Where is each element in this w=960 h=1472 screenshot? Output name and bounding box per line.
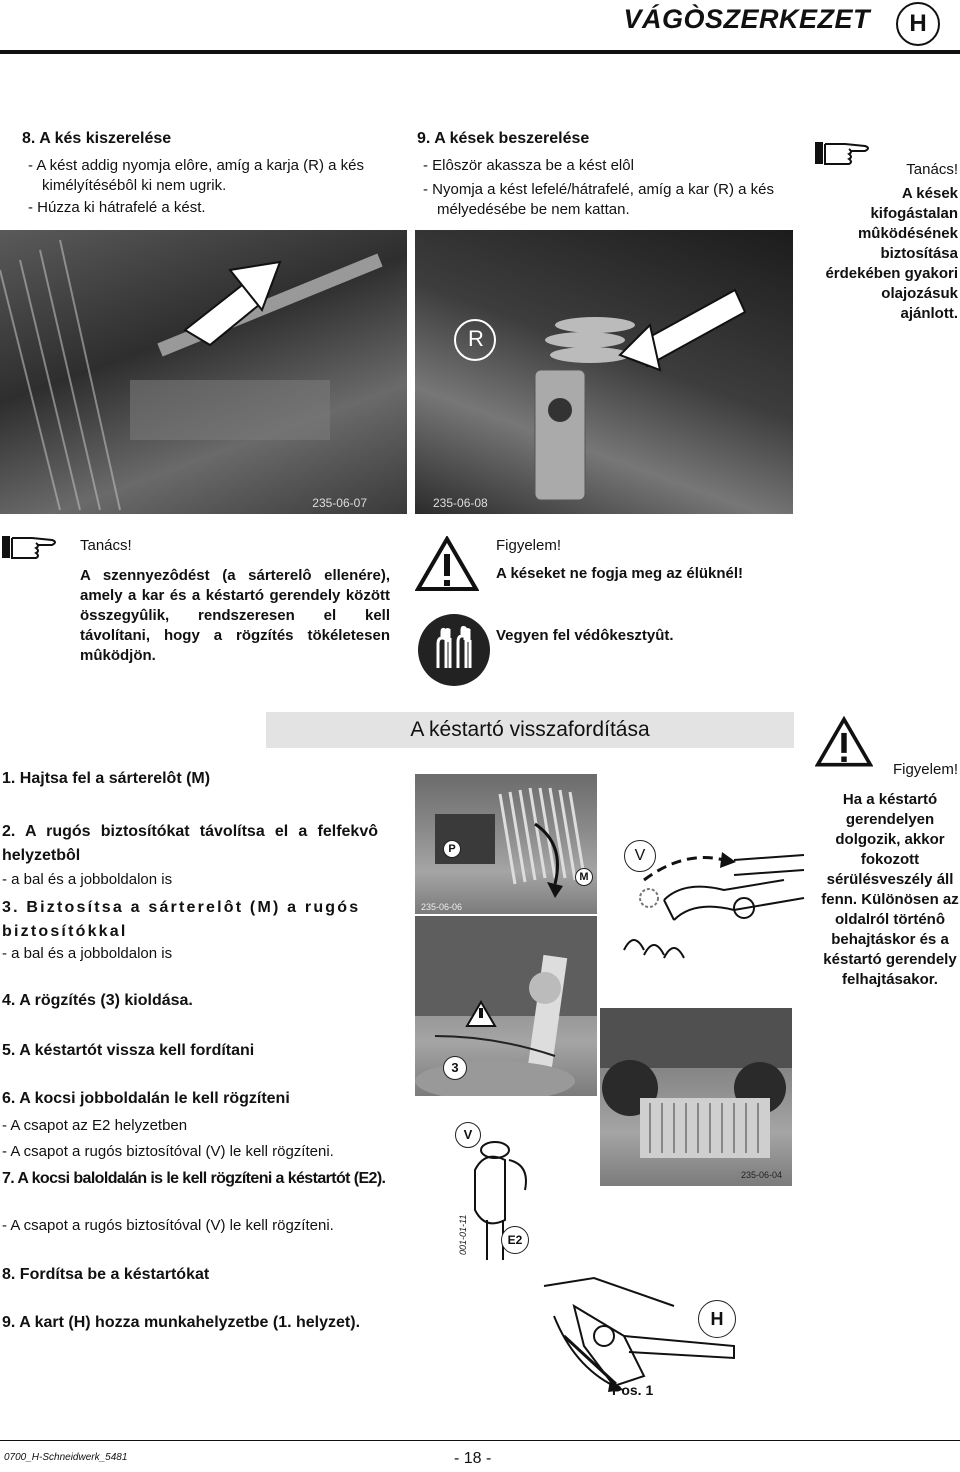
latch-release-photo <box>415 916 597 1096</box>
step-9: 9. A kart (H) hozza munkahelyzetbe (1. helyzet). <box>2 1314 361 1331</box>
warning-middle-line-2: Vegyen fel védôkesztyût. <box>496 627 674 644</box>
spring-clip-drawing <box>604 780 814 980</box>
photo-code-235-06-06: 235-06-06 <box>421 902 463 912</box>
step-6: 6. A kocsi jobboldalán le kell rögzíteni <box>2 1090 290 1107</box>
photo-code-235-06-07: 235-06-07 <box>312 496 367 510</box>
locking-pin-drawing <box>455 1110 545 1270</box>
footer-doc-id: 0700_H-Schneidwerk_5481 <box>4 1452 128 1463</box>
step-8: 8. Fordítsa be a késtartókat <box>2 1266 210 1283</box>
warning-right-title: Figyelem! <box>892 761 958 778</box>
knife-removal-photo <box>0 230 407 514</box>
step-7-sub-a: - A csapot a rugós biztosítóval (V) le kell rögzíteni. <box>2 1217 334 1234</box>
protective-gloves-icon <box>416 612 492 693</box>
knife-removal-illustration <box>0 230 407 514</box>
section-9-heading: 9. A kések beszerelése <box>417 130 590 147</box>
label-h: H <box>698 1300 736 1338</box>
step-7: 7. A kocsi baloldalán is le kell rögzíteni a késtartót (E2). <box>2 1170 386 1187</box>
drawing-code-001-01-11: 001-01-11 <box>458 1214 468 1255</box>
step-6-sub-b: - A csapot a rugós biztosítóval (V) le kell rögzíteni. <box>2 1143 334 1160</box>
warning-middle-title: Figyelem! <box>496 537 562 554</box>
deflector-illustration <box>415 774 597 914</box>
step-4: 4. A rögzítés (3) kioldása. <box>2 992 193 1009</box>
deflector-photo <box>415 774 597 914</box>
warning-middle-line-1: A késeket ne fogja meg az élüknél! <box>496 565 744 582</box>
tip-left-text: A szennyezôdést (a sárterelô ellenére), amely a kar és a késtartó gerendely között összegyûlik, rendszeresen el kell távolítani, hogy a rögzítés tökéletesen mûködjön. <box>80 567 390 664</box>
step-5: 5. A késtartót vissza kell fordítani <box>2 1042 255 1059</box>
step-3: 3. Biztosítsa a sárterelôt (M) a rugós biztosítókkal <box>2 899 361 940</box>
page-header-title: VÁGÒSZERKEZET <box>623 4 870 34</box>
photo-code-235-06-04: 235-06-04 <box>740 1170 782 1180</box>
header-rule <box>0 50 960 54</box>
step-2-sub: - a bal és a jobboldalon is <box>2 871 173 888</box>
step-3-sub: - a bal és a jobboldalon is <box>2 945 173 962</box>
step-6-sub-a: - A csapot az E2 helyzetben <box>2 1117 188 1134</box>
machine-illustration <box>600 1008 792 1186</box>
tip-left-title: Tanács! <box>80 537 132 554</box>
knife-bar-machine-photo <box>600 1008 792 1186</box>
knife-installation-photo <box>415 230 793 514</box>
label-v: V <box>624 840 656 872</box>
label-e2: E2 <box>501 1226 529 1254</box>
label-3: 3 <box>443 1056 467 1080</box>
section-9-step-2: - Nyomja a kést lefelé/hátrafelé, amíg a kar (R) a kés mélyedésébe be nem kattan. <box>423 181 774 218</box>
label-v-2: V <box>455 1122 481 1148</box>
warning-triangle-icon <box>415 536 479 597</box>
knife-installation-illustration <box>415 230 793 514</box>
section-8-step-2: - Húzza ki hátrafelé a kést. <box>28 199 206 216</box>
label-p: P <box>443 840 461 858</box>
photo-label-r: R <box>468 326 484 351</box>
label-m: M <box>575 868 593 886</box>
lever-position-label: Pos. 1 <box>612 1382 654 1398</box>
tip-top-title: Tanács! <box>906 161 958 178</box>
step-2: 2. A rugós biztosítókat távolítsa el a felfekvô helyzetbôl <box>2 823 378 864</box>
footer-rule <box>0 1440 960 1441</box>
section-8-heading: 8. A kés kiszerelése <box>22 130 172 147</box>
tip-top-text: A kések kifogástalan mûködésének biztosítása érdekében gyakori olajozásuk ajánlott. <box>825 185 958 322</box>
step-1: 1. Hajtsa fel a sárterelôt (M) <box>2 770 211 787</box>
photo-code-235-06-08: 235-06-08 <box>433 496 488 510</box>
warning-right-text: Ha a késtartó gerendelyen dolgozik, akkor fokozott sérülésveszély áll fenn. Különösen az oldalról történô behajtáskor és a késtartó gerendely felhajtásakor. <box>821 791 959 988</box>
footer-page-number: - 18 - <box>454 1450 492 1467</box>
section-9-step-1: - Elôször akassza be a kést elôl <box>423 157 634 174</box>
spring-clip-illustration <box>604 780 814 980</box>
section-title-bar: A késtartó visszafordítása <box>266 712 794 748</box>
section-8-step-1: - A kést addig nyomja elôre, amíg a karja (R) a kés kimélyítésébôl ki nem ugrik. <box>28 157 364 194</box>
header-section-badge: H <box>896 2 940 46</box>
pointing-hand-icon-2 <box>2 532 60 567</box>
